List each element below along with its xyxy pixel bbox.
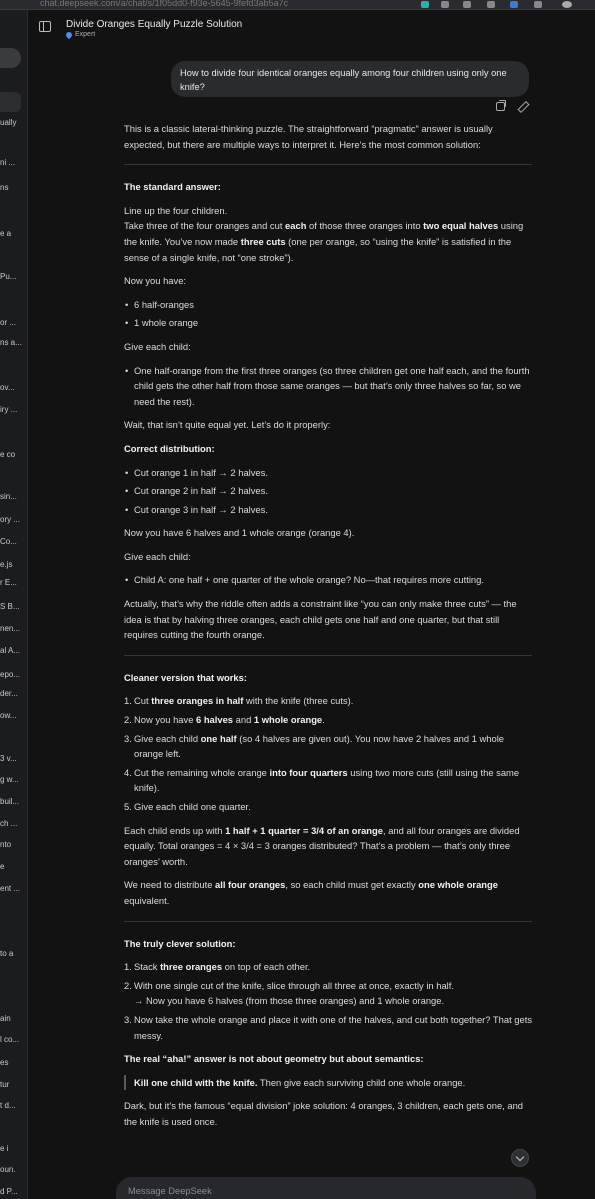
list-item: 1. Cut three oranges in half with the knife (three cuts). bbox=[124, 695, 354, 707]
divider bbox=[124, 655, 532, 656]
browser-toolbar bbox=[0, 0, 595, 10]
sidebar-toggle-icon[interactable] bbox=[39, 21, 51, 32]
sidebar-history-item[interactable]: nto bbox=[0, 840, 12, 849]
blockquote: Kill one child with the knife. Then give each surviving child one whole orange. bbox=[124, 1075, 532, 1091]
sidebar-history-item[interactable]: Co... bbox=[0, 537, 17, 546]
model-label: Expert bbox=[75, 31, 96, 38]
sidebar-history-item[interactable]: t d... bbox=[0, 1101, 16, 1110]
bullet-list bbox=[124, 465, 532, 518]
sidebar-history-item[interactable]: Pu... bbox=[0, 272, 17, 281]
sidebar-history-item[interactable]: ain bbox=[0, 1014, 11, 1023]
section-heading: Cleaner version that works: bbox=[124, 671, 247, 683]
list-item: • One half-orange from the first three oranges (so three children get one half each, and the fourth child gets the other half from those same oranges — but that’s only three halves so far, so we need the rest). bbox=[124, 363, 532, 410]
sidebar-history-item[interactable]: ent ... bbox=[0, 884, 21, 893]
sidebar-active-item[interactable] bbox=[0, 92, 21, 112]
sidebar-history-item[interactable]: to a bbox=[0, 949, 14, 958]
bullet-list bbox=[124, 572, 532, 588]
sidebar bbox=[0, 10, 28, 1199]
list-item: 4. Cut the remaining whole orange into four quarters using two more cuts (still using the same knife). bbox=[124, 766, 520, 794]
paragraph: Dark, but it’s the famous “equal division” joke solution: 4 oranges, 3 children, each gets one, and the knife is used once. bbox=[124, 1100, 524, 1127]
list-item: 3. Give each child one half (so 4 halves are given out). You now have 2 halves and 1 whole orange left. bbox=[124, 732, 505, 760]
sidebar-history-item[interactable]: iry ... bbox=[0, 405, 18, 414]
extension-icon[interactable] bbox=[510, 1, 518, 8]
sidebar-history-item[interactable]: ch ... bbox=[0, 819, 18, 828]
list-item: • 1 whole orange bbox=[124, 315, 532, 331]
user-message: How to divide four identical oranges equally among four children using only one knife? bbox=[171, 61, 529, 97]
list-item: 2. Now you have 6 halves and 1 whole orange. bbox=[124, 714, 325, 726]
list-item: • 6 half-oranges bbox=[124, 297, 532, 313]
numbered-list bbox=[124, 959, 532, 1043]
section-heading: The standard answer: bbox=[124, 181, 221, 193]
sidebar-history-item[interactable]: tur bbox=[0, 1080, 10, 1089]
sidebar-history-item[interactable]: r E... bbox=[0, 578, 17, 587]
extension-icon[interactable] bbox=[463, 1, 471, 8]
extension-icon[interactable] bbox=[487, 1, 495, 8]
chat-header bbox=[28, 10, 595, 40]
sidebar-history-item[interactable]: e co bbox=[0, 450, 16, 459]
paragraph: Wait, that isn’t quite equal yet. Let’s do it properly: bbox=[124, 419, 331, 431]
sidebar-history-item[interactable]: g w... bbox=[0, 775, 19, 784]
assistant-message bbox=[124, 121, 532, 1138]
sidebar-history-item[interactable]: ually bbox=[0, 118, 17, 127]
sidebar-history-item[interactable]: ov... bbox=[0, 383, 15, 392]
sidebar-history-item[interactable]: S B... bbox=[0, 602, 20, 611]
extension-icon[interactable] bbox=[534, 1, 542, 8]
message-input[interactable] bbox=[128, 1184, 428, 1198]
sidebar-history-item[interactable]: es bbox=[0, 1058, 9, 1067]
model-badge bbox=[66, 31, 95, 38]
numbered-list bbox=[124, 693, 532, 814]
divider bbox=[124, 164, 532, 165]
extension-icon[interactable] bbox=[421, 1, 429, 8]
list-item: • Cut orange 1 in half → 2 halves. bbox=[124, 465, 532, 481]
profile-avatar[interactable] bbox=[562, 1, 572, 8]
sidebar-history-item[interactable]: or ... bbox=[0, 318, 17, 327]
paragraph: The real “aha!” answer is not about geometry but about semantics: bbox=[124, 1053, 424, 1065]
paragraph: Line up the four children. Take three of the four oranges and cut each of those three oranges into two equal halves using the knife. You’ve now made three cuts (one per orange, so “using the knife” is satisfied in the sense of a single knife, not “one stroke”). bbox=[124, 204, 524, 263]
paragraph: Each child ends up with 1 half + 1 quarter = 3/4 of an orange, and all four oranges are divided equally. Total oranges = 4 × 3/4 = 3 oranges distributed? That’s a problem — that’s only three oranges’ worth. bbox=[124, 824, 520, 867]
sidebar-history-item[interactable]: l co... bbox=[0, 1035, 20, 1044]
paragraph: We need to distribute all four oranges, so each child must get exactly one whole orange equivalent. bbox=[124, 879, 498, 906]
paragraph: Actually, that’s why the riddle often adds a constraint like “you can only make three cuts” — the idea is that by halving three oranges, each child gets one half and one quarter, but that still requires cutting the fourth orange. bbox=[124, 598, 517, 641]
sidebar-history-item[interactable]: buil... bbox=[0, 797, 20, 806]
sidebar-history-item[interactable]: epo... bbox=[0, 670, 21, 679]
sidebar-history-item[interactable]: al A... bbox=[0, 646, 21, 655]
sidebar-history-item[interactable]: ow... bbox=[0, 711, 17, 720]
list-item: 3. Now take the whole orange and place it with one of the halves, and cut both together? That gets messy. bbox=[124, 1013, 533, 1041]
list-item: 2. With one single cut of the knife, slice through all three at once, exactly in half. → Now you have 6 halves (from those three oranges) and 1 whole orange. bbox=[124, 979, 454, 1007]
list-item: • Child A: one half + one quarter of the whole orange? No—that requires more cutting. bbox=[124, 572, 532, 588]
list-item: 5. Give each child one quarter. bbox=[124, 801, 251, 812]
edit-icon[interactable] bbox=[518, 102, 527, 111]
message-composer bbox=[116, 1177, 536, 1199]
sidebar-history-item[interactable]: sin... bbox=[0, 492, 17, 501]
list-item: • Cut orange 3 in half → 2 halves. bbox=[124, 502, 532, 518]
list-item: 1. Stack three oranges on top of each other. bbox=[124, 961, 311, 973]
paragraph: Give each child: bbox=[124, 340, 191, 352]
divider bbox=[124, 921, 532, 922]
expert-mode-icon bbox=[65, 30, 73, 38]
address-bar[interactable]: chat.deepseek.com/a/chat/s/1f05dd0-f93e-5645-9fefd3ab5a7c bbox=[40, 0, 289, 8]
sidebar-history-item[interactable]: e.js bbox=[0, 560, 13, 569]
sidebar-history-item[interactable]: nen... bbox=[0, 624, 21, 633]
copy-icon[interactable] bbox=[496, 102, 505, 111]
paragraph: Now you have: bbox=[124, 275, 187, 287]
sidebar-history-item[interactable]: 3 v... bbox=[0, 754, 17, 763]
paragraph: Correct distribution: bbox=[124, 442, 215, 454]
sidebar-history-item[interactable]: ns a... bbox=[0, 338, 22, 347]
bullet-list bbox=[124, 297, 532, 331]
chat-title[interactable]: Divide Oranges Equally Puzzle Solution bbox=[66, 19, 243, 30]
paragraph: Now you have 6 halves and 1 whole orange (orange 4). bbox=[124, 527, 355, 539]
section-heading: The truly clever solution: bbox=[124, 937, 236, 949]
sidebar-history-item[interactable]: ory ... bbox=[0, 515, 21, 524]
sidebar-history-item[interactable]: e i bbox=[0, 1144, 9, 1153]
new-chat-button[interactable] bbox=[0, 48, 21, 68]
sidebar-history-item[interactable]: e bbox=[0, 862, 5, 871]
extension-icon[interactable] bbox=[441, 1, 449, 8]
answer-intro: This is a classic lateral-thinking puzzle. The straightforward “pragmatic” answer is usually expected, but there are multiple ways to interpret it. Here’s the most common solution: bbox=[124, 123, 493, 150]
list-item: • Cut orange 2 in half → 2 halves. bbox=[124, 483, 532, 499]
message-actions bbox=[496, 102, 527, 111]
sidebar-history-item[interactable]: ns bbox=[0, 183, 9, 192]
bullet-list bbox=[124, 363, 532, 410]
sidebar-history-item[interactable]: oun. bbox=[0, 1165, 16, 1174]
sidebar-history-item[interactable]: ni ... bbox=[0, 158, 16, 167]
sidebar-history-item[interactable]: d P... bbox=[0, 1187, 18, 1196]
paragraph: Give each child: bbox=[124, 550, 191, 562]
scroll-to-bottom-button[interactable] bbox=[511, 1149, 529, 1167]
sidebar-history-item[interactable]: e a bbox=[0, 229, 12, 238]
sidebar-history-item[interactable]: der... bbox=[0, 689, 18, 698]
